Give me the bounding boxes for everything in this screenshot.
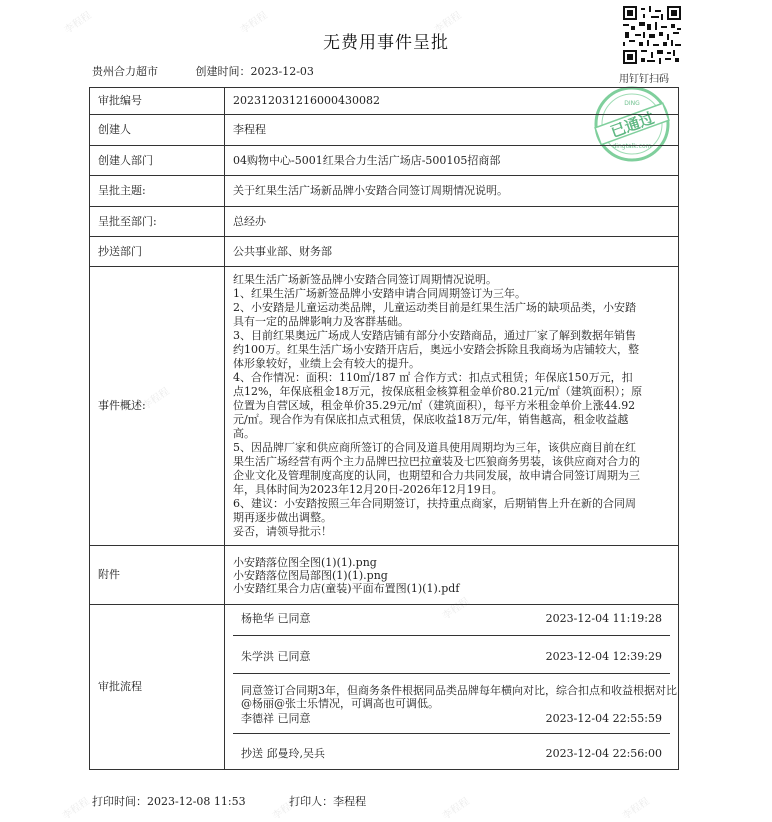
summary-line: 果生活广场经营有两个主力品牌巴拉巴拉童装及七匹狼商务男装，该供应商对合力的 <box>233 455 640 468</box>
watermark: 李程程 <box>440 596 472 623</box>
row-subject <box>90 176 679 207</box>
created-time: 创建时间：2023-12-03 <box>195 65 314 78</box>
attachment-link[interactable]: 小安踏落位图局部图(1)(1).png <box>233 568 388 582</box>
flow-time: 2023-12-04 22:56:00 <box>545 747 662 760</box>
summary-line: 约100万。红果生活广场小安踏开店后，奥远小安踏会拆除且我商场为店铺较大，整 <box>233 343 639 356</box>
watermark: 李程程 <box>140 386 172 413</box>
summary-line: 年，具体时间为2023年12月20日-2026年12月19日。 <box>233 483 503 496</box>
row-flow <box>90 605 679 770</box>
row-to-dept <box>90 207 679 237</box>
flow-step <box>233 734 670 769</box>
watermark: 李程程 <box>238 10 270 37</box>
flow-step <box>233 674 677 734</box>
print-time: 打印时间：2023-12-08 11:53 <box>92 795 246 808</box>
label-summary: 事件概述: <box>90 267 225 546</box>
summary-line: 具有一定的品牌影响力及客群基础。 <box>233 315 409 328</box>
value-to-dept: 总经办 <box>225 207 679 237</box>
summary-line: 2、小安踏是儿童运动类品牌，儿童运动类目前是红果生活广场的缺项品类，小安踏 <box>233 301 636 314</box>
label-subject: 呈批主题: <box>90 176 225 207</box>
summary-line: 4、合作情况：面积：110㎡/187 ㎡ 合作方式：扣点式租赁；年保底150万元，扣 <box>233 371 633 384</box>
row-cc-dept <box>90 237 679 267</box>
document-meta <box>92 63 348 79</box>
flow-comment: 同意签订合同期3年，但商务条件根据同品类品牌每年横向对比，综合扣点和收益根据对比@杨丽@张士乐情况，可调高也可调低。 <box>241 684 677 710</box>
label-cc-dept: 抄送部门 <box>90 237 225 267</box>
print-footer <box>92 793 406 809</box>
watermark: 李程程 <box>620 796 652 822</box>
attachment-link[interactable]: 小安踏落位图全图(1)(1).png <box>233 555 377 569</box>
company-name: 贵州合力超市 <box>92 65 158 78</box>
label-attachments: 附件 <box>90 546 225 605</box>
approval-table <box>89 87 679 770</box>
flow-step <box>233 605 670 636</box>
row-summary <box>90 267 679 546</box>
summary-line: 1、红果生活广场新签品牌小安踏申请合同周期签订为三年。 <box>233 287 526 300</box>
row-creator <box>90 115 679 146</box>
flow-approver: 朱学洪 已同意 <box>241 650 311 663</box>
attachment-list <box>225 546 679 605</box>
page-title: 无费用事件呈批 <box>323 33 449 53</box>
flow-approver: 杨艳华 已同意 <box>241 612 311 625</box>
value-subject: 关于红果生活广场新品牌小安踏合同签订周期情况说明。 <box>225 176 679 207</box>
watermark: 李程程 <box>62 10 94 37</box>
label-creator: 创建人 <box>90 115 225 146</box>
summary-text <box>225 267 679 546</box>
flow-approver: 李德祥 已同意 <box>241 712 311 725</box>
flow-time: 2023-12-04 12:39:29 <box>545 650 662 663</box>
watermark: 李程程 <box>440 796 472 822</box>
qr-caption: 用钉钉扫码 <box>619 74 669 85</box>
attachment-link[interactable]: 小安踏红果合力店(童装)平面布置图(1)(1).pdf <box>233 581 460 595</box>
summary-line: 妥否，请领导批示！ <box>233 525 332 538</box>
summary-line: 5、因品牌厂家和供应商所签订的合同及道具使用周期均为三年，该供应商目前在红 <box>233 441 636 454</box>
summary-line: 高。 <box>233 427 255 440</box>
value-dept: 04购物中心-5001红果合力生活广场店-500105招商部 <box>225 146 679 176</box>
summary-line: 体形象较好，业绩上会有较大的提升。 <box>233 357 420 370</box>
label-dept: 创建人部门 <box>90 146 225 176</box>
summary-line: 红果生活广场新签品牌小安踏合同签订周期情况说明。 <box>233 273 497 286</box>
flow-step <box>233 636 670 674</box>
summary-line: 企业文化及管理制度高度的认同，也期望和合力共同发展，故申请合同签订周期为三 <box>233 469 640 482</box>
label-flow: 审批流程 <box>90 605 225 770</box>
row-attachments <box>90 546 679 605</box>
qr-code[interactable] <box>623 6 681 64</box>
label-to-dept: 呈批至部门: <box>90 207 225 237</box>
flow-cc: 抄送 邱曼玲,吴兵 <box>241 747 325 760</box>
row-dept <box>90 146 679 176</box>
summary-line: 期再逐步做出调整。 <box>233 511 332 524</box>
printer-name: 打印人：李程程 <box>289 795 367 808</box>
value-cc-dept: 公共事业部、财务部 <box>225 237 679 267</box>
summary-line: 位置为自营区域，租金单价35.29元/㎡（建筑面积），每平方米租金单价上涨44.92 <box>233 399 636 412</box>
watermark: 李程程 <box>432 10 464 37</box>
flow-time: 2023-12-04 22:55:59 <box>545 712 662 725</box>
flow-steps <box>225 605 679 770</box>
flow-time: 2023-12-04 11:19:28 <box>545 612 662 625</box>
summary-line: 6、建议：小安踏按照三年合同期签订，扶持重点商家，后期销售上升在新的合同周 <box>233 497 636 510</box>
value-creator: 李程程 <box>225 115 679 146</box>
label-approval-no: 审批编号 <box>90 88 225 115</box>
stamp-top-text: DING <box>624 100 640 107</box>
row-approval-no <box>90 88 679 115</box>
stamp-main-text: 已通过 <box>608 108 657 142</box>
watermark: 李程程 <box>60 796 92 822</box>
summary-line: 点12%，年保底租金18万元，按保底租金核算租金单价80.21元/㎡（建筑面积）；原 <box>233 385 643 398</box>
stamp-sub-text: dingtalk.com <box>612 143 652 150</box>
value-approval-no: 202312031216000430082 <box>225 88 679 115</box>
summary-line: 元/㎡。现合作为有保底扣点式租赁，保底收益18万元/年，销售越高，租金收益越 <box>233 413 629 426</box>
watermark: 李程程 <box>270 796 302 822</box>
summary-line: 3、目前红果奥远广场成人安踏店铺有部分小安踏商品，通过厂家了解到数据年销售 <box>233 329 636 342</box>
